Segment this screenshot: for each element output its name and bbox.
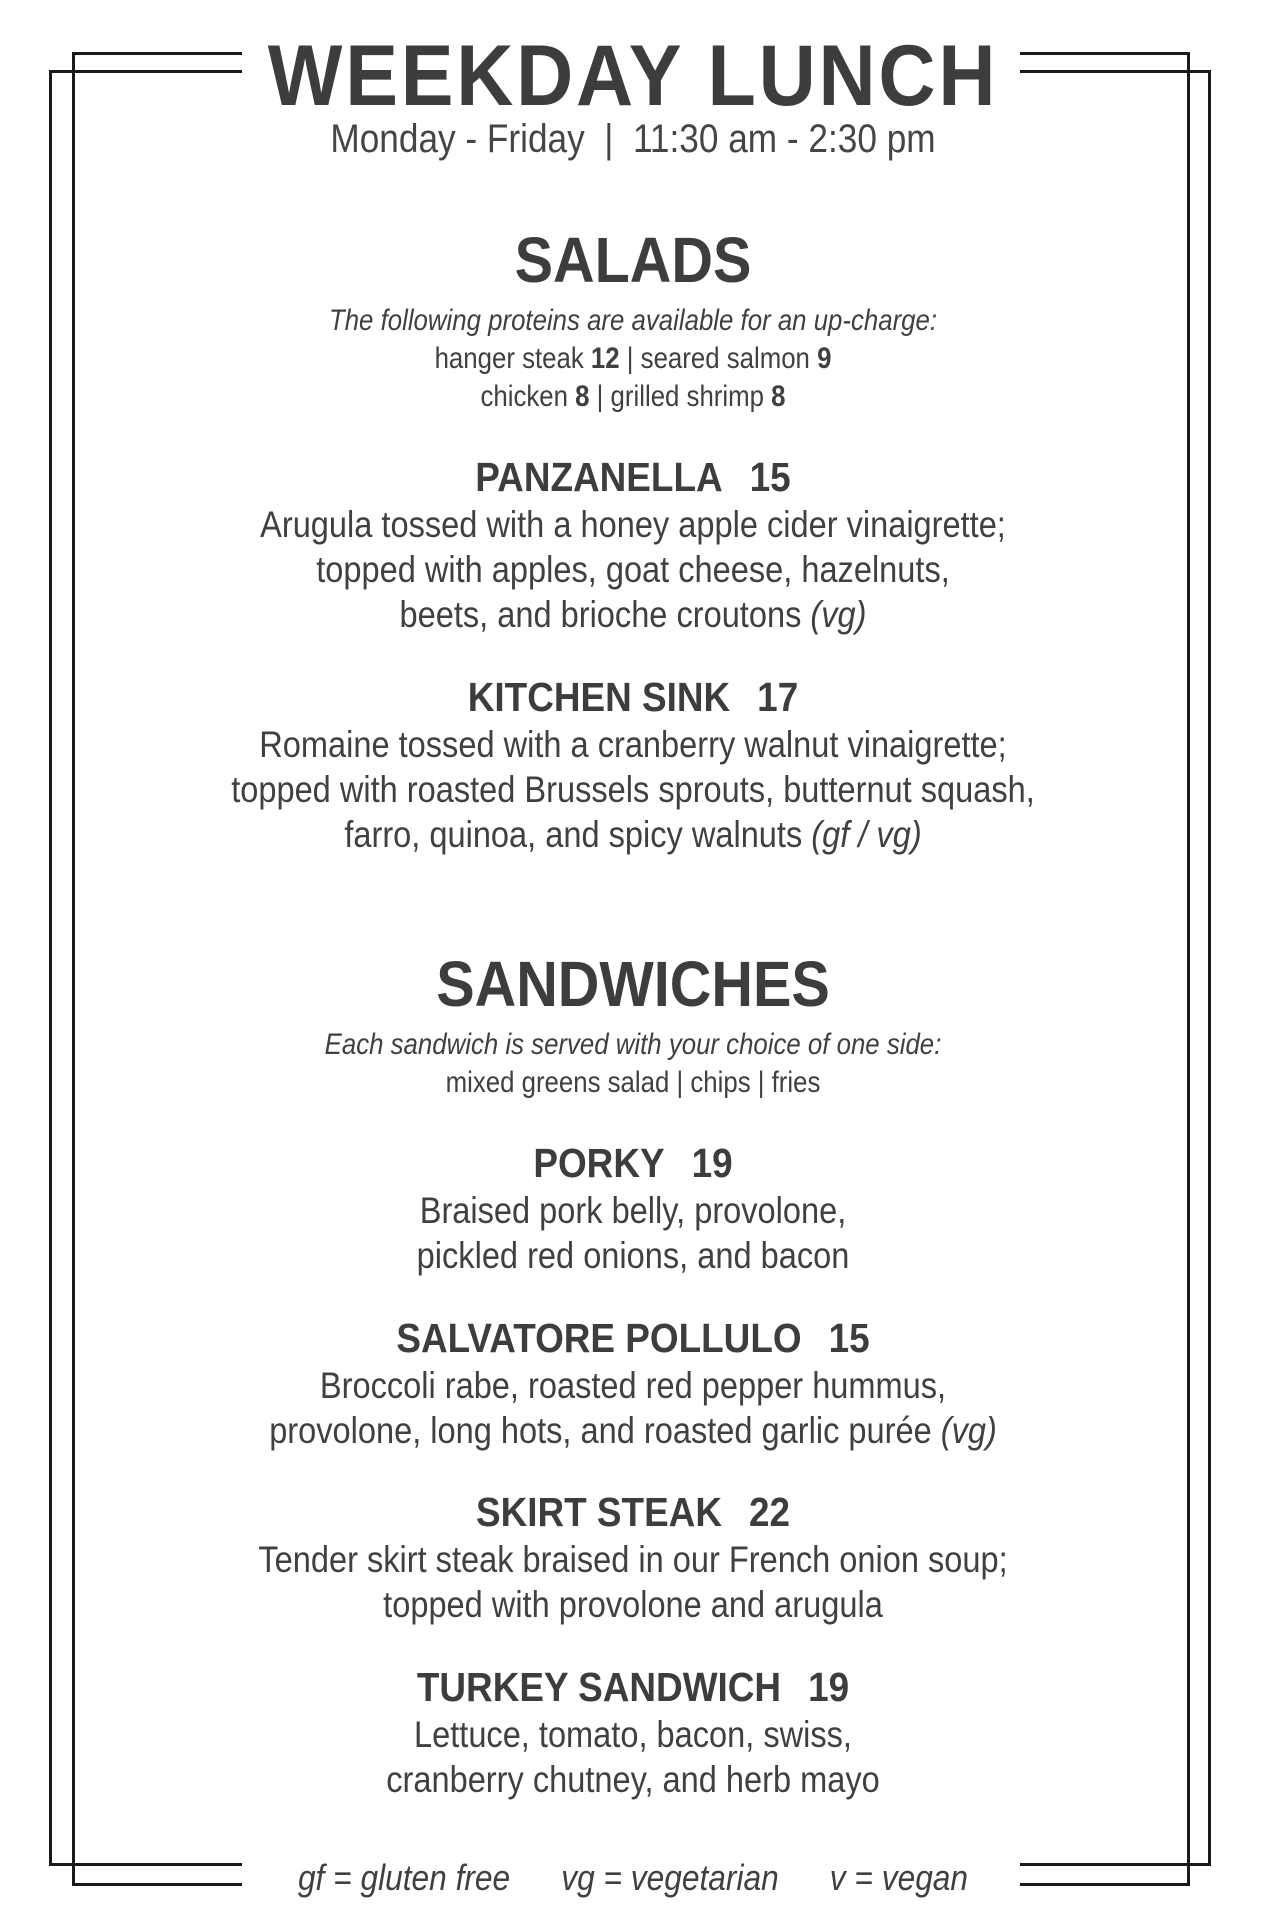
menu-item-skirt-steak [0,1487,1266,1627]
item-price: 19 [691,1140,733,1186]
description-line: pickled red onions, and bacon [416,1235,850,1276]
item-price: 17 [757,674,799,720]
description-text: provolone, long hots, and roasted garlic purée [269,1410,941,1451]
item-heading [63,452,1202,502]
description-line: Broccoli rabe, roasted red pepper hummus, [319,1365,947,1406]
description-line: Braised pork belly, provolone, [419,1190,847,1231]
item-price: 19 [808,1664,850,1710]
description-line [76,1408,1190,1453]
item-name: SKIRT STEAK [475,1489,722,1535]
protein-line-2 [89,378,1178,416]
sandwich-side-note: Each sandwich is served with your choice of one side: [324,1028,942,1061]
diet-tag: (vg) [940,1410,997,1451]
protein-name: | grilled shrimp [589,380,772,413]
item-heading [63,1662,1202,1712]
description-line: topped with provolone and arugula [383,1584,883,1625]
item-description [76,1363,1190,1453]
salads-note [89,302,1178,416]
item-description [76,1188,1190,1278]
item-name: TURKEY SANDWICH [416,1664,782,1710]
item-name: SALVATORE POLLULO [396,1315,802,1361]
description-line [76,592,1190,637]
item-name: KITCHEN SINK [467,674,731,720]
diet-tag: (gf / vg) [811,814,922,855]
legend-gluten-free: gf = gluten free [297,1857,511,1898]
item-description [76,502,1190,637]
item-description [76,1712,1190,1802]
menu-item-salvatore-pollulo [0,1313,1266,1453]
item-price: 22 [748,1489,791,1535]
item-heading [63,1138,1202,1188]
description-line: cranberry chutney, and herb mayo [386,1759,880,1800]
item-heading [63,1487,1202,1537]
legend-vegetarian: vg = vegetarian [561,1857,779,1898]
description-line: topped with roasted Brussels sprouts, butternut squash, [231,769,1035,810]
section-title-sandwiches: SANDWICHES [436,948,830,1020]
item-name: PORKY [533,1140,665,1186]
sandwiches-note [89,1026,1178,1102]
diet-legend [76,1856,1190,1900]
menu-item-panzanella [0,452,1266,637]
menu-item-porky [0,1138,1266,1278]
item-heading [63,1313,1202,1363]
legend-vegan: v = vegan [829,1857,969,1898]
protein-name: hanger steak [434,342,591,375]
protein-line-1 [89,340,1178,378]
description-text: farro, quinoa, and spicy walnuts [344,814,812,855]
sides-list: mixed greens salad | chips | fries [445,1066,821,1099]
menu-hours: Monday - Friday | 11:30 am - 2:30 pm [330,117,936,161]
protein-name: | seared salmon [619,342,818,375]
salads-upcharge-note: The following proteins are available for an up-charge: [328,304,938,337]
protein-price: 12 [590,342,620,375]
menu-item-kitchen-sink [0,672,1266,857]
description-line [76,812,1190,857]
description-text: beets, and brioche croutons [399,594,811,635]
diet-tag: (vg) [810,594,867,635]
item-price: 15 [749,454,791,500]
protein-price: 8 [575,380,590,413]
item-description [76,1537,1190,1627]
description-line: Arugula tossed with a honey apple cider vinaigrette; [260,504,1006,545]
protein-price: 8 [771,380,786,413]
protein-name: chicken [480,380,576,413]
description-line: Tender skirt steak braised in our French onion soup; [258,1539,1008,1580]
section-title-salads: SALADS [514,224,752,296]
protein-price: 9 [817,342,832,375]
description-line: Romaine tossed with a cranberry walnut vinaigrette; [259,724,1007,765]
description-line: Lettuce, tomato, bacon, swiss, [414,1714,852,1755]
item-description [76,722,1190,857]
item-name: PANZANELLA [475,454,723,500]
item-heading [63,672,1202,722]
description-line: topped with apples, goat cheese, hazelnuts, [316,549,950,590]
item-price: 15 [828,1315,870,1361]
menu-title: WEEKDAY LUNCH [267,28,999,124]
menu-item-turkey-sandwich [0,1662,1266,1802]
